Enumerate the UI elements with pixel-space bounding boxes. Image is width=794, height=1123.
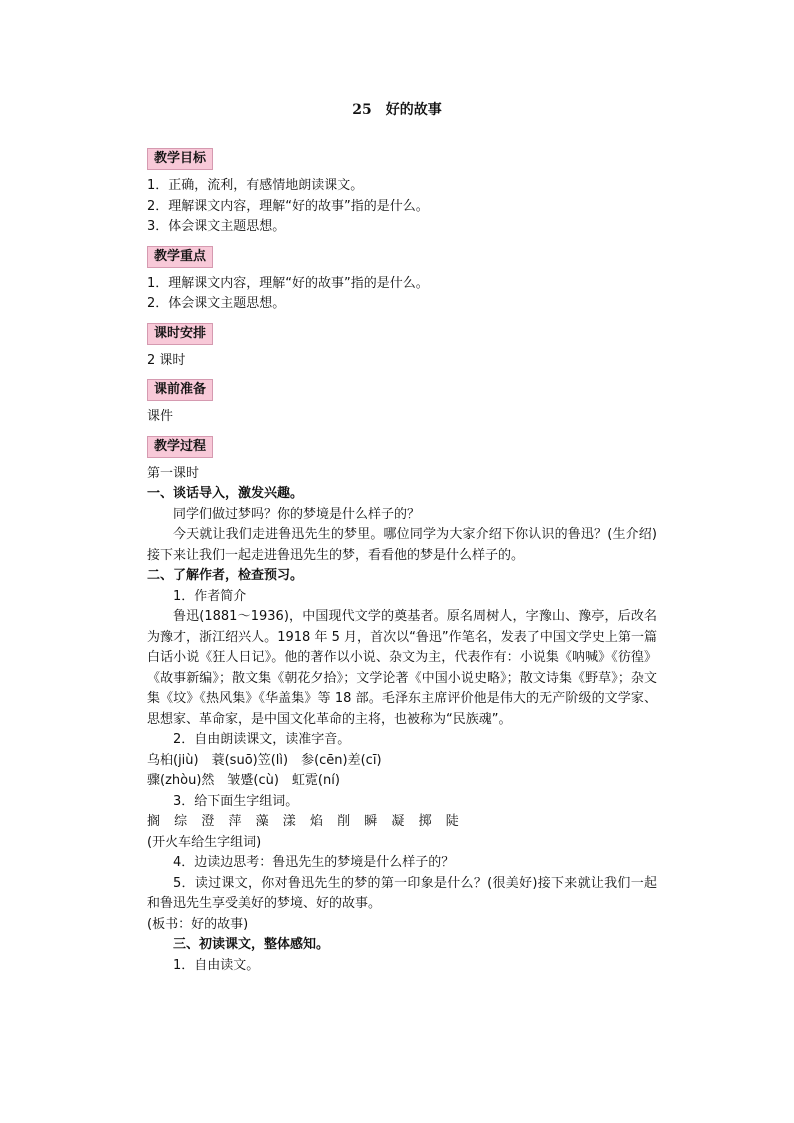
char-list: [147, 812, 657, 833]
char-item: 藻: [255, 814, 269, 829]
goal-item: 1．正确，流利，有感情地朗读课文。: [147, 178, 364, 193]
step-heading: 三、初读课文，整体感知。: [173, 937, 330, 952]
step-heading: 二、了解作者，检查预习。: [147, 568, 304, 583]
key-point-item: 1．理解课文内容，理解“好的故事”指的是什么。: [147, 275, 429, 291]
char-item: 削: [337, 814, 351, 829]
section-heading-schedule: 课时安排: [147, 323, 213, 345]
sub-item: 2．自由朗读课文，读准字音。: [173, 732, 351, 747]
page-title: 25 好的故事: [352, 102, 442, 118]
goal-item: 2．理解课文内容，理解“好的故事”指的是什么。: [147, 198, 429, 214]
document-body: [147, 148, 657, 976]
char-item: 凝: [391, 814, 405, 829]
section-heading-prep: 课前准备: [147, 379, 213, 401]
sub-item: 1．自由读文。: [173, 957, 260, 973]
paragraph: 同学们做过梦吗？你的梦境是什么样子的？: [173, 506, 421, 522]
char-item: 瞬: [364, 814, 378, 829]
char-item: 萍: [228, 814, 242, 829]
paragraph: 5．读过课文，你对鲁迅先生的梦的第一印象是什么？(很美好)接下来就让我们一起和鲁迅先生享受美好的梦境、好的故事。: [147, 875, 657, 911]
sub-item: 1．作者简介: [173, 588, 247, 604]
note: (板书：好的故事): [147, 916, 249, 932]
lesson-label: 第一课时: [147, 465, 200, 481]
step-heading: 一、谈话导入，激发兴趣。: [147, 486, 304, 501]
char-item: 综: [174, 814, 188, 829]
paragraph: 今天就让我们走进鲁迅先生的梦里。哪位同学为大家介绍下你认识的鲁迅？(生介绍)接下来让我们一起走进鲁迅先生的梦，看看他的梦是什么样子的。: [147, 527, 657, 563]
prep-text: 课件: [147, 409, 174, 424]
author-bio: 鲁迅(1881～1936)，中国现代文学的奠基者。原名周树人，字豫山、豫亭，后改名为豫才，浙江绍兴人。1918 年 5 月，首次以“鲁迅”作笔名，发表了中国文学史上第一篇白话小说《狂人日记》。他的著作以小说、杂文为主，代表作有：小说集《呐喊》《彷徨》《故事新编》；散文集《朝花夕拾》；文学论著《中国小说史略》；散文诗集《野草》；杂文集《坟》《热风集》《华盖集》等 18 部。毛泽东主席评价他是伟大的无产阶级的文学家、思想家、革命家，是中国文化革命的主将，也被称为“民族魂”。: [147, 609, 657, 727]
note: (开火车给生字组词): [147, 834, 262, 850]
char-item: 澄: [201, 814, 215, 829]
key-point-item: 2．体会课文主题思想。: [147, 296, 286, 311]
section-heading-key-points: 教学重点: [147, 246, 213, 268]
section-heading-process: 教学过程: [147, 436, 213, 458]
goal-item: 3．体会课文主题思想。: [147, 219, 286, 234]
pinyin-line: 骤(zhòu)然 皱蹙(cù) 虹霓(ní): [147, 773, 340, 788]
char-item: 掷: [418, 814, 432, 829]
char-item: 陡: [445, 814, 459, 829]
sub-item: 4．边读边思考：鲁迅先生的梦境是什么样子的？: [173, 855, 455, 870]
pinyin-line: 乌桕(jiù) 蓑(suō)笠(lì) 参(cēn)差(cī): [147, 752, 382, 768]
char-item: 搁: [147, 814, 161, 829]
schedule-text: 2 课时: [147, 352, 186, 368]
section-heading-goals: 教学目标: [147, 148, 213, 170]
char-item: 焰: [309, 814, 323, 829]
sub-item: 3．给下面生字组词。: [173, 793, 299, 809]
char-item: 漾: [282, 814, 296, 829]
